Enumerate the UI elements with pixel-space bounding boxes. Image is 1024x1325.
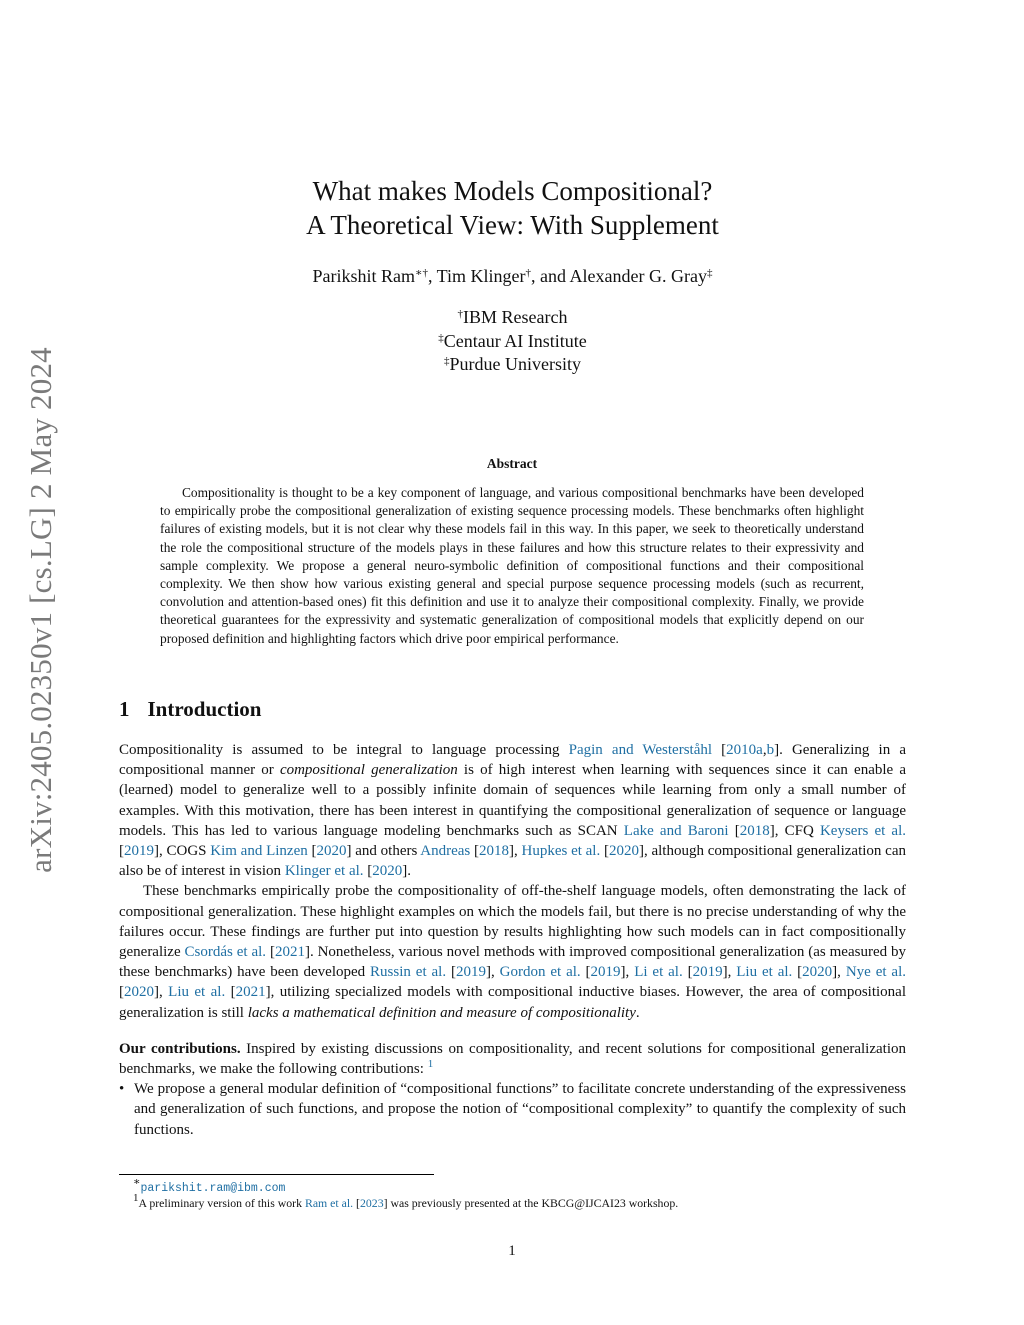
citation-link[interactable]: Andreas: [420, 843, 471, 860]
citation-link[interactable]: 2019: [455, 964, 486, 981]
paper-title: [119, 174, 906, 242]
abstract-text: Compositionality is thought to be a key component of language, and various compositional benchmarks have been developed to empirically probe the compositional generalization of existing sequence processing models. These benchmarks often highlight failures of existing models, but it is not clear why these models fail in this way. In this paper, we seek to theoretically understand the role the compositional structure of the models plays in these failures and how this structure relates to their expressivity and sample complexity. We propose a general neuro-symbolic definition of compositional functions and their compositional complexity. We then show how various existing general and special purpose sequence processing models (such as recurrent, convolution and attention-based ones) fit this definition and use it to analyze their compositional complexity. Finally, we provide theoretical guarantees for the expressivity and systematic generalization of compositional models that explicitly depend on our proposed definition and highlighting factors which drive poor empirical performance.: [160, 485, 864, 646]
affiliation-name: Centaur AI Institute: [443, 330, 587, 351]
citation-link[interactable]: Kim and Linzen: [210, 843, 308, 860]
citation-link[interactable]: Csordás et al.: [184, 944, 267, 961]
citation-link[interactable]: 2019: [692, 964, 723, 981]
author-list: [119, 264, 906, 288]
affiliation-2: [119, 330, 906, 354]
citation-link[interactable]: 2021: [235, 984, 266, 1001]
citation-link[interactable]: 2018: [478, 843, 509, 860]
citation-link[interactable]: 2018: [739, 822, 770, 839]
citation-link[interactable]: Ram et al.: [304, 1196, 354, 1210]
paragraph-contributions: Our contributions. Inspired by existing discussions on compositionality, and recent solutions for compositional generalization benchmarks, we make the following contributions: $^1$: [119, 1040, 906, 1078]
citation-link[interactable]: 2020: [372, 863, 403, 880]
citation-link[interactable]: 2021: [274, 944, 305, 961]
affiliation-3: [119, 353, 906, 377]
author-3-marks: ‡: [706, 267, 713, 279]
footnote-rule: [119, 1174, 434, 1175]
citation-link[interactable]: Gordon et al.: [499, 964, 581, 981]
citation-link[interactable]: Liu et al.: [736, 964, 793, 981]
citation-link[interactable]: Li et al.: [634, 964, 683, 981]
list-item: [119, 1079, 906, 1140]
author-2-marks: †: [525, 267, 532, 279]
page-number: 1: [508, 1243, 516, 1259]
citation-link[interactable]: b: [766, 742, 775, 758]
citation-link[interactable]: 2020: [124, 984, 154, 1001]
paragraph-1: Compositionality is assumed to be integral to language processing Pagin and Westerståhl [2010a,b]. Generalizing in a compositional manner or compositional generalization is of high interest when learning with sequences since it can enable a (learned) model to generalize well to a possibly infinite domain of sequences while learning from only a small number of examples. With this motivation, there has been interest in quantifying the compositional generalization of sequence or language models. This has led to various language modeling benchmarks such as SCAN Lake and Baroni [2018], CFQ Keysers et al. [2019], COGS Kim and Linzen [2020] and others Andreas [2018], Hupkes et al. [2020], although compositional generalization can also be of interest in vision Klinger et al. [2020].: [119, 742, 907, 880]
citation-link[interactable]: Keysers et al.: [819, 822, 906, 839]
arxiv-identifier: arXiv:2405.02350v1 [cs.LG] 2 May 2024: [23, 347, 58, 873]
section-number: 1: [119, 697, 130, 721]
author-1-marks: ∗†: [415, 267, 428, 279]
affiliation-name: Purdue University: [449, 354, 581, 374]
citation-link[interactable]: 2023: [360, 1196, 384, 1210]
citation-link[interactable]: 2019: [590, 964, 621, 981]
affiliation-mark: †: [457, 308, 464, 320]
citation-link[interactable]: Lake and Baroni: [623, 822, 729, 839]
contributions-lead: Our contributions.: [119, 1040, 241, 1057]
footnote-2: $^1$A preliminary version of this work Ram et al. [2023] was previously presented at the KBCG@IJCAI23 workshop.: [133, 1192, 679, 1210]
email-link[interactable]: parikshit.ram@ibm.com: [140, 1182, 286, 1195]
author-2: Tim Klinger: [436, 266, 526, 286]
title-block: [119, 174, 906, 377]
author-1: Parikshit Ram: [312, 266, 415, 286]
citation-link[interactable]: Liu et al.: [168, 984, 226, 1001]
footnote-ref[interactable]: 1: [427, 1058, 434, 1071]
abstract-heading: Abstract: [486, 456, 538, 471]
section-title: Introduction: [147, 697, 262, 721]
citation-link[interactable]: Hupkes et al.: [521, 843, 601, 860]
citation-link[interactable]: 2020: [316, 843, 347, 860]
paragraph-2: These benchmarks empirically probe the compositionality of off-the-shelf language models, often demonstrating the lack of compositional generalization. These highlight examples on which the models fail, but there is no precise understanding of why the failures occur. These findings are further put into question by results highlighting how such models can in fact compositionally generalize Csordás et al. [2021]. Nonetheless, various novel methods with improved compositional generalization (as measured by these benchmarks) have been developed Russin et al. [2019], Gordon et al. [2019], Li et al. [2019], Liu et al. [2020], Nye et al. [2020], Liu et al. [2021], utilizing specialized models with compositional inductive biases. However, the area of compositional generalization is still lacks a mathematical definition and measure of compositionality.: [119, 883, 907, 1021]
affiliations: [119, 306, 906, 377]
citation-link[interactable]: 2010a: [726, 742, 763, 758]
affiliation-1: [119, 306, 906, 330]
citation-link[interactable]: 2020: [608, 843, 639, 860]
footnote-mark: ∗: [133, 1176, 141, 1188]
author-sep: ,: [427, 266, 437, 286]
body-text: [119, 740, 906, 1140]
citation-link[interactable]: Pagin and Westerståhl: [568, 742, 713, 758]
footnote-mark: 1: [133, 1192, 139, 1204]
affiliation-name: IBM Research: [463, 307, 568, 327]
footnotes: [119, 1176, 906, 1211]
title-line-2: A Theoretical View: With Supplement: [306, 210, 719, 240]
citation-link[interactable]: Russin et al.: [370, 964, 447, 981]
citation-link[interactable]: 2020: [802, 964, 833, 981]
section-heading: [119, 697, 261, 722]
bullet-marker: •: [119, 1081, 125, 1098]
affiliation-mark: ‡: [444, 355, 450, 367]
citation-link[interactable]: 2019: [124, 843, 154, 860]
footnote-1: [119, 1176, 906, 1196]
title-line-1: What makes Models Compositional?: [312, 176, 713, 206]
bullet-text: We propose a general modular definition of “compositional functions” to facilitate concrete understanding of the expressiveness and generalization of such functions, and propose the notion of “compositional complexity” to quantify the complexity of such functions.: [134, 1081, 906, 1138]
author-3: Alexander G. Gray: [569, 266, 707, 286]
citation-link[interactable]: Nye et al.: [845, 964, 906, 981]
author-sep: , and: [531, 266, 570, 286]
citation-link[interactable]: Klinger et al.: [284, 863, 364, 880]
affiliation-mark: ‡: [438, 331, 444, 344]
